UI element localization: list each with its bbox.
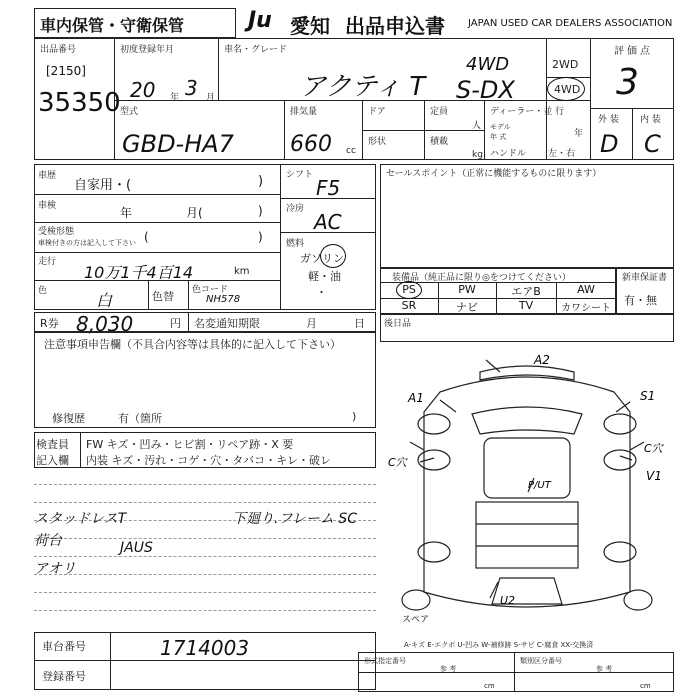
mileage-value: 10万1千4百14 (84, 263, 194, 282)
recycle-label: R券 (40, 317, 59, 330)
form-title: 出品申込書 (345, 14, 445, 38)
model-label: 型式 (120, 107, 139, 117)
fuel-line3: ・ (316, 286, 327, 299)
score-label: 評価点 (614, 46, 653, 57)
doors-label: ドア (368, 107, 386, 117)
class-ref-label: 参 考 (596, 665, 613, 673)
mark-v1: V1 (646, 469, 662, 483)
repair-label: 修復歴 (52, 412, 85, 425)
note-jaus: JAUS (120, 540, 153, 556)
car-grade: S-DX (456, 76, 515, 104)
equipment-airbag: エアB (511, 285, 541, 298)
lot-label: 出品番号 (40, 45, 77, 55)
receive-close: ) (258, 230, 263, 244)
displacement-unit: cc (346, 146, 356, 156)
displacement-label: 排気量 (290, 107, 318, 117)
form-number-label: 形式指定番号 (364, 657, 406, 665)
note-deck: 荷台 (34, 533, 62, 549)
exterior-label: 外 装 (598, 115, 619, 125)
ac-label: 冷房 (286, 204, 305, 214)
lot-sub-number: [2150] (46, 64, 86, 78)
mark-put: P/UT (528, 480, 551, 491)
sales-frame (380, 164, 674, 268)
equipment-aw: AW (577, 283, 595, 296)
exterior-score: D (600, 130, 619, 158)
english-title: JAPAN USED CAR DEALERS ASSOCIATION (468, 18, 673, 29)
interior-label: 内 装 (640, 115, 661, 125)
warranty-options: 有・無 (624, 294, 657, 307)
inspection-line1: FW キズ・凹み・ヒビ割・リペア跡・X 要 (86, 438, 294, 451)
reg-label: 登録番号 (42, 670, 86, 683)
notes-label: 注意事項申告欄（不具合内容等は具体的に記入して下さい） (44, 338, 341, 351)
mark-s1: S1 (640, 389, 656, 403)
score-value: 3 (616, 62, 639, 103)
mark-a2: A2 (534, 353, 550, 367)
mark-u2: U2 (500, 594, 516, 607)
history-close: ) (258, 174, 264, 189)
notice-day: 日 (354, 317, 365, 330)
fuel-label: 燃料 (286, 239, 305, 249)
receive-note: 車検付きの方は記入して下さい (38, 239, 136, 247)
class-number-label: 類別区分番号 (520, 657, 562, 665)
drive-4wd: 4WD (554, 83, 581, 96)
registration-label: 初度登録年月 (120, 45, 175, 55)
equipment-sr: SR (401, 299, 417, 312)
shape-label: 形状 (368, 137, 387, 147)
dealer-label: ディーラー・並 行 (490, 107, 565, 117)
inspection-line2: 内装 キズ・汚れ・コゲ・穴・タバコ・キレ・破レ (86, 454, 332, 467)
drive-4wd-circle (547, 77, 585, 101)
equipment-tv: TV (518, 299, 534, 312)
displacement: 660 (290, 132, 332, 157)
sales-label: セールスポイント（正常に機能するものに限ります） (386, 169, 602, 179)
inspection-close: ) (258, 204, 263, 218)
drive-note: 4WD (466, 54, 510, 75)
color-change-label: 色替 (152, 290, 174, 303)
after-label: 後日品 (384, 319, 412, 329)
shift-value: F5 (316, 176, 341, 200)
chassis-label: 車台番号 (42, 640, 86, 653)
drive-2wd: 2WD (552, 58, 579, 71)
mark-c-hole-right: C穴 (644, 442, 663, 455)
recycle-unit: 円 (170, 317, 181, 330)
registration-year: 20 (130, 78, 156, 102)
note-frame: 下廻り.フレーム SC (232, 511, 358, 527)
equipment-label: 装備品（純正品に限り◎をつけてください） (392, 273, 571, 283)
history-value: 自家用・( (74, 178, 132, 193)
after-frame (380, 314, 674, 342)
model-year-label: モデル (490, 123, 511, 131)
interior-score: C (644, 130, 661, 158)
equipment-leather: カワシート (561, 303, 611, 314)
capacity-unit: 人 (472, 121, 482, 131)
inspection-year-unit: 年 (120, 206, 133, 220)
ju-logo: Ju (248, 8, 272, 33)
handle-label: ハンドル (490, 149, 527, 159)
note-gate: アオリ (34, 561, 76, 577)
model-year-label2: 年 式 (490, 133, 507, 141)
mileage-label: 走行 (38, 257, 57, 267)
repair-value: 有（箇所 (118, 412, 162, 425)
fuel-line2: 軽・油 (308, 270, 341, 283)
form-ref-label: 参 考 (440, 665, 457, 673)
inspection-label: 車検 (38, 201, 57, 211)
mark-c-hole-left: C穴 (388, 456, 407, 469)
repair-close: ) (352, 410, 357, 423)
inspection-month-unit: 月( (186, 206, 203, 220)
cm-1: cm (484, 682, 495, 690)
equipment-ps: PS (402, 283, 416, 296)
ac-value: AC (314, 210, 342, 234)
notice-label: 名変通知期限 (194, 317, 260, 330)
note-field-label: 記入欄 (36, 454, 69, 467)
capacity-label: 定員 (430, 107, 449, 117)
car-name: アクティ T (300, 72, 426, 102)
receive-label: 受検形態 (38, 227, 75, 237)
warranty-label: 新車保証書 (622, 273, 668, 283)
mileage-unit: km (234, 266, 250, 277)
color-label: 色 (38, 286, 48, 296)
load-label: 積載 (430, 137, 449, 147)
car-name-label: 車名・グレード (224, 45, 288, 55)
note-studless: スタッドレスT (34, 511, 127, 527)
recycle-value: 8,030 (76, 312, 134, 336)
registration-month: 3 (185, 76, 198, 100)
load-unit: kg (472, 150, 483, 160)
year-unit: 年 (170, 93, 180, 103)
month-unit: 月 (206, 93, 216, 103)
chassis-number: 1714003 (160, 636, 250, 660)
model-year-unit: 年 (574, 129, 584, 139)
gasoline-circle (320, 244, 346, 268)
color-code-label: 色コード (192, 285, 229, 295)
org-name: 愛知 (290, 14, 330, 38)
color-code: NH578 (206, 294, 241, 305)
notice-month: 月 (306, 317, 317, 330)
damage-legend: A-キズ E-エクボ U-凹み W-補修跡 S-サビ C-腐食 XX-交換済 (404, 641, 594, 649)
storage-label: 車内保管・守衛保管 (40, 16, 185, 35)
fuel-line1: ガソリン (300, 252, 344, 265)
equipment-navi: ナビ (456, 301, 478, 314)
inspector-label: 検査員 (36, 438, 69, 451)
shift-label: シフト (286, 170, 314, 180)
lot-number: 35350 (38, 88, 121, 118)
spare-label: スペア (402, 615, 430, 625)
history-label: 車歴 (38, 171, 57, 181)
equipment-pw: PW (458, 283, 476, 296)
car-diagram (380, 342, 674, 642)
color-value: 白 (96, 291, 113, 310)
car-model: GBD-HA7 (122, 130, 234, 158)
cm-2: cm (640, 682, 651, 690)
mark-a1: A1 (408, 391, 424, 405)
receive-open: ( (144, 230, 149, 244)
handle-options: 左・右 (548, 149, 576, 159)
ps-circle (396, 281, 422, 299)
